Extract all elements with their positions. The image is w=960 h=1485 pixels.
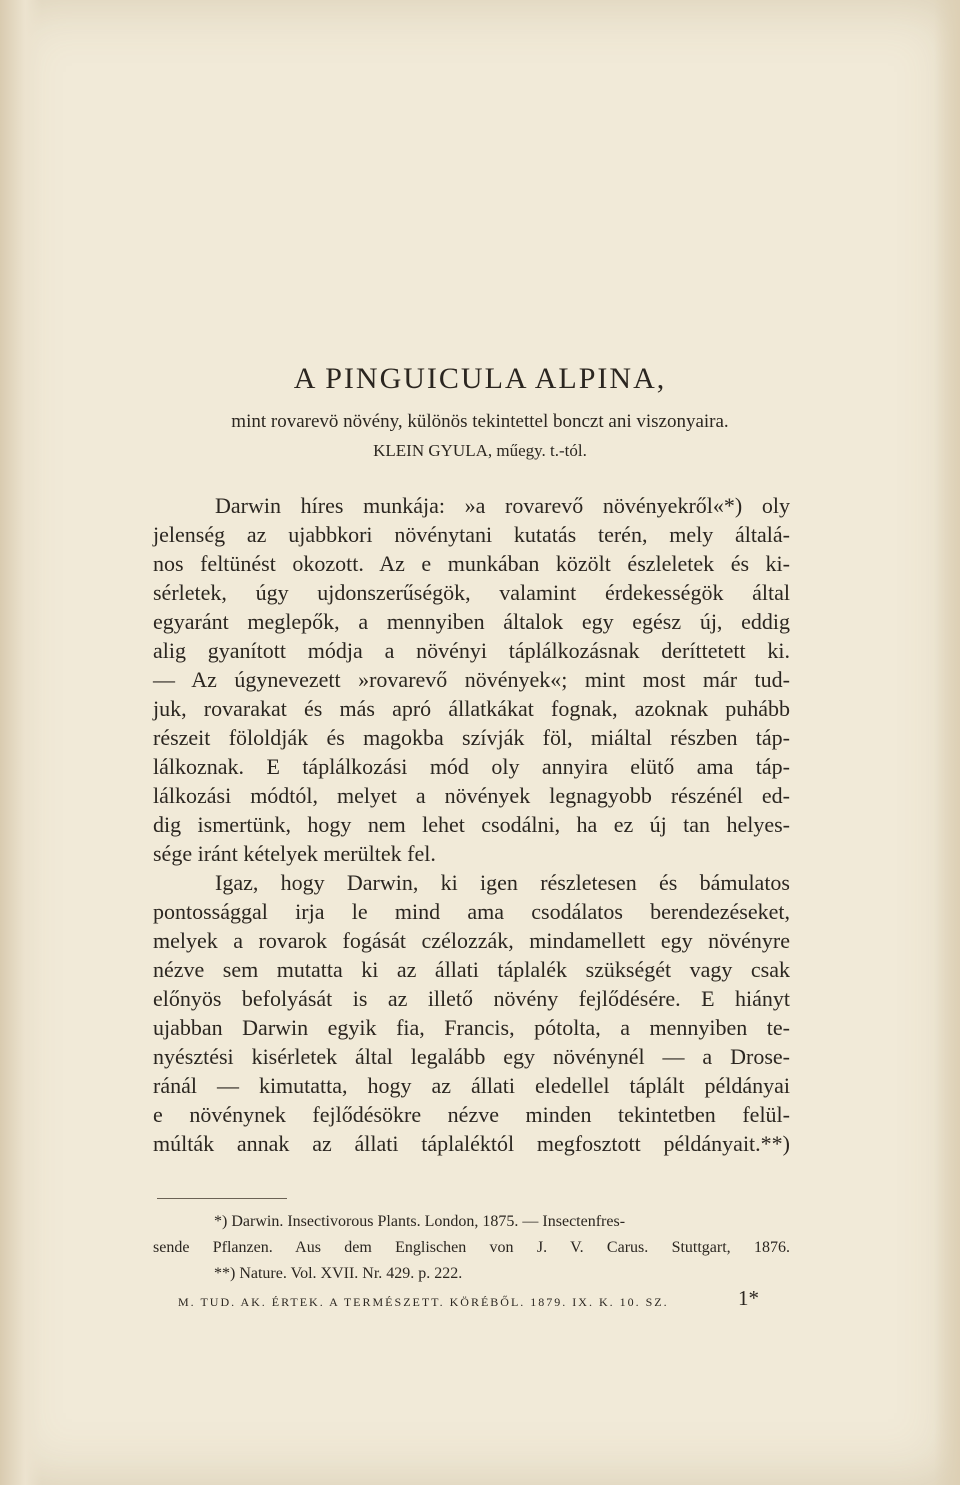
footnote-divider [157, 1198, 287, 1199]
body-line: alig gyanított módja a növényi táplálkozásnak deríttetett ki. [153, 638, 790, 663]
body-line: nos feltünést okozott. Az e munkában közölt észleletek és ki- [153, 551, 790, 576]
body-line: pontossággal irja le mind ama csodálatos berendezéseket, [153, 899, 790, 924]
body-line: melyek a rovarok fogását czélozzák, mindamellett egy növényre [153, 928, 790, 953]
body-line: lálkozási módtól, melyet a növények legnagyobb részénél ed- [153, 783, 790, 808]
signature-number: 1* [738, 1286, 759, 1310]
body-line: e növénynek fejlődésökre nézve minden tekintetben felül- [153, 1102, 790, 1127]
body-line: ránál — kimutatta, hogy az állati eledellel táplált példányai [153, 1073, 790, 1098]
body-line: egyaránt meglepők, a mennyiben általok egy egész új, eddig [153, 609, 790, 634]
body-line: ujabban Darwin egyik fia, Francis, pótolta, a mennyiben te- [153, 1015, 790, 1040]
printer-signature: M. TUD. AK. ÉRTEK. A TERMÉSZETT. KÖRÉBŐL. 1879. IX. K. 10. SZ. [178, 1295, 669, 1309]
article-subtitle: mint rovarevö növény, különös tekintettel bonczt ani viszonyaira. [231, 411, 729, 432]
body-line: Darwin híres munkája: »a rovarevő növényekről«*) oly [215, 493, 790, 518]
footnote-2: **) Nature. Vol. XVII. Nr. 429. p. 222. [214, 1265, 463, 1282]
body-line: előnyös befolyását is az illető növény fejlődésére. E hiányt [153, 986, 790, 1011]
body-line: jelenség az ujabbkori növénytani kutatás terén, mely általá- [153, 522, 790, 547]
body-line: nézve sem mutatta ki az állati táplalék szükségét vagy csak [153, 957, 790, 982]
page-edge-right [934, 0, 960, 1485]
body-line: részeit föloldják és magokba szívják föl, miáltal részben táp- [153, 725, 790, 750]
body-line: lálkoznak. E táplálkozási mód oly annyira elütő ama táp- [153, 754, 790, 779]
page-edge-left [0, 0, 42, 1485]
body-line: Igaz, hogy Darwin, ki igen részletesen és bámulatos [215, 870, 790, 895]
body-line: nyésztési kisérletek által legalább egy növénynél — a Drose- [153, 1044, 790, 1069]
body-line: dig ismertünk, hogy nem lehet csodálni, ha ez új tan helyes- [153, 812, 790, 837]
article-title: A PINGUICULA ALPINA, [293, 362, 667, 395]
body-line: — Az úgynevezett »rovarevő növények«; mint most már tud- [153, 667, 790, 692]
body-line: sége iránt kételyek merültek fel. [153, 841, 436, 866]
body-line: múlták annak az állati táplaléktól megfosztott példányait.**) [153, 1131, 790, 1156]
footnote-1: *) Darwin. Insectivorous Plants. London, 1875. — Insectenfres- [214, 1213, 626, 1230]
article-author: KLEIN GYULA, műegy. t.-tól. [373, 441, 587, 460]
body-line: sérletek, úgy ujdonszerűségök, valamint érdekességök által [153, 580, 790, 605]
body-line: juk, rovarakat és más apró állatkákat fognak, azoknak puhább [153, 696, 790, 721]
footnote-1-continued: sende Pflanzen. Aus dem Englischen von J. V. Carus. Stuttgart, 1876. [153, 1239, 790, 1256]
